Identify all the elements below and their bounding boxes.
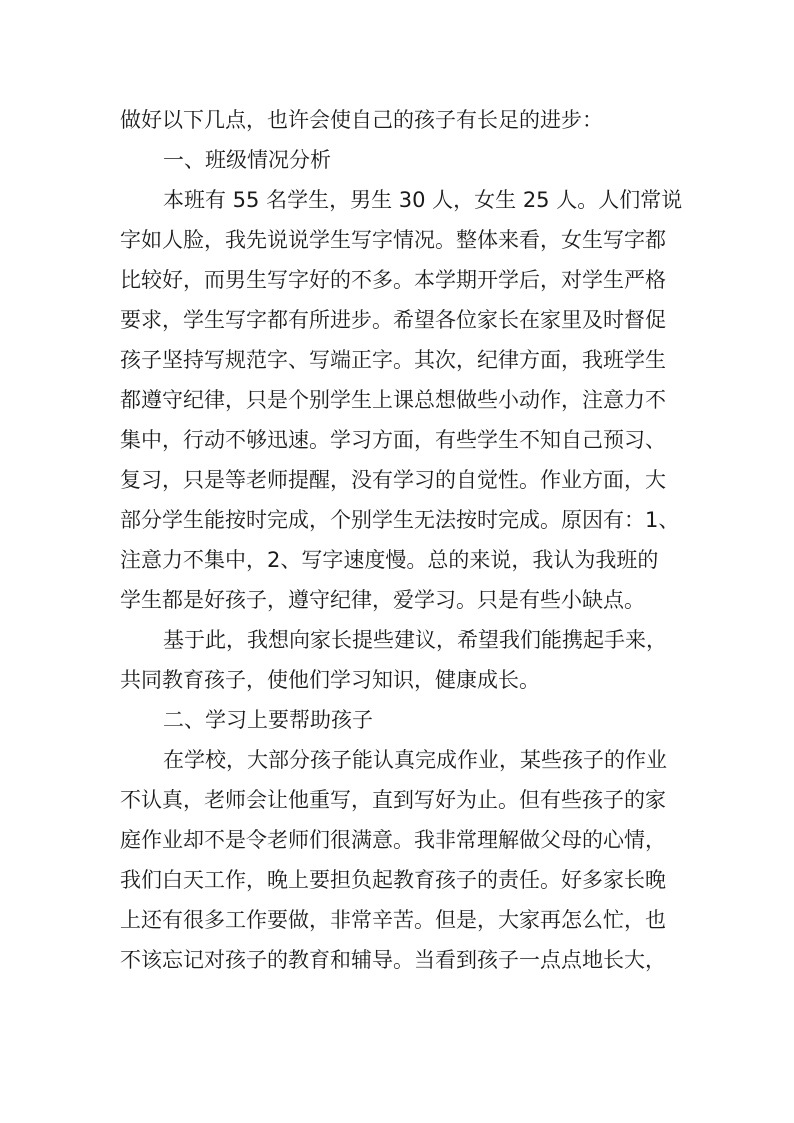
paragraph-line: 不该忘记对孩子的教育和辅导。当看到孩子一点点地长大， xyxy=(120,948,666,972)
paragraph-line: 基于此，我想向家长提些建议，希望我们能携起手来， xyxy=(163,628,667,652)
paragraph-line: 本班有 55 名学生，男生 30 人，女生 25 人。人们常说 xyxy=(163,188,683,212)
paragraph-line: 做好以下几点，也许会使自己的孩子有长足的进步： xyxy=(120,108,603,132)
paragraph-line: 比较好，而男生写字好的不多。本学期开学后，对学生严格 xyxy=(120,268,666,292)
paragraph-line: 共同教育孩子，使他们学习知识，健康成长。 xyxy=(120,668,540,692)
paragraph-line: 集中，行动不够迅速。学习方面，有些学生不知自己预习、 xyxy=(120,428,666,452)
paragraph-line: 部分学生能按时完成，个别学生无法按时完成。原因有：1、 xyxy=(120,508,680,532)
paragraph-line: 都遵守纪律，只是个别学生上课总想做些小动作，注意力不 xyxy=(120,388,666,412)
paragraph-line: 我们白天工作，晚上要担负起教育孩子的责任。好多家长晚 xyxy=(120,868,666,892)
paragraph-line: 要求，学生写字都有所进步。希望各位家长在家里及时督促 xyxy=(120,308,666,332)
paragraph-line: 上还有很多工作要做，非常辛苦。但是，大家再怎么忙，也 xyxy=(120,908,666,932)
paragraph-line: 字如人脸，我先说说学生写字情况。整体来看，女生写字都 xyxy=(120,228,666,252)
paragraph-line: 在学校，大部分孩子能认真完成作业，某些孩子的作业 xyxy=(163,748,667,772)
section-heading: 一、班级情况分析 xyxy=(163,148,331,172)
paragraph-line: 学生都是好孩子，遵守纪律，爱学习。只是有些小缺点。 xyxy=(120,588,645,612)
paragraph-line: 不认真，老师会让他重写，直到写好为止。但有些孩子的家 xyxy=(120,788,666,812)
paragraph-line: 复习，只是等老师提醒，没有学习的自觉性。作业方面，大 xyxy=(120,468,666,492)
paragraph-line: 庭作业却不是令老师们很满意。我非常理解做父母的心情， xyxy=(120,828,666,852)
paragraph-line: 孩子坚持写规范字、写端正字。其次，纪律方面，我班学生 xyxy=(120,348,666,372)
paragraph-line: 注意力不集中，2、写字速度慢。总的来说，我认为我班的 xyxy=(120,548,659,572)
section-heading: 二、学习上要帮助孩子 xyxy=(163,708,373,732)
